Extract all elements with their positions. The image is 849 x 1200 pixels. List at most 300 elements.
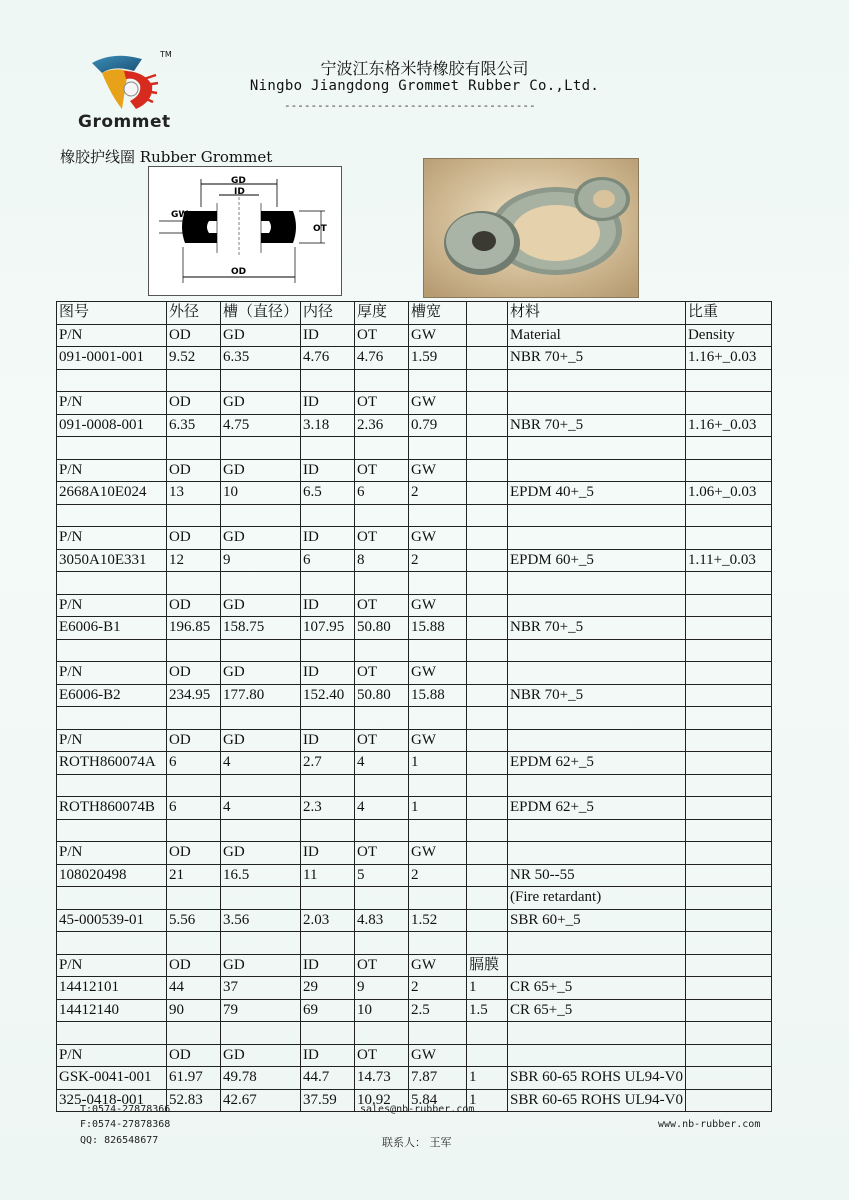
table-cell [355, 932, 409, 955]
grommet-cross-section-drawing [148, 166, 342, 296]
table-cell: 234.95 [167, 684, 221, 707]
table-row [57, 527, 772, 550]
section-title: 橡胶护线圈 Rubber Grommet [60, 148, 273, 166]
table-cell [167, 504, 221, 527]
table-cell [467, 774, 508, 797]
table-cell: 091-0008-001 [57, 414, 167, 437]
gd-label: GD [231, 176, 246, 186]
table-cell: P/N [57, 594, 167, 617]
table-cell [221, 774, 301, 797]
table-cell [355, 887, 409, 910]
table-cell: 108020498 [57, 864, 167, 887]
table-row [57, 369, 772, 392]
table-cell: GD [221, 527, 301, 550]
table-cell: 1.52 [409, 909, 467, 932]
table-cell: OD [167, 662, 221, 685]
table-cell [685, 1089, 771, 1112]
table-row [57, 797, 772, 820]
table-cell: NBR 70+_5 [508, 347, 686, 370]
trademark-mark: TM [160, 50, 172, 59]
table-cell: ID [301, 729, 355, 752]
table-cell [508, 437, 686, 460]
table-cell: OT [355, 324, 409, 347]
table-cell: GW [409, 459, 467, 482]
table-cell: 1.16+_0.03 [685, 414, 771, 437]
table-cell: 13 [167, 482, 221, 505]
table-cell [508, 954, 686, 977]
table-cell: NBR 70+_5 [508, 617, 686, 640]
table-cell [301, 369, 355, 392]
table-cell: OD [167, 392, 221, 415]
table-cell [508, 819, 686, 842]
table-cell: 90 [167, 999, 221, 1022]
id-label: ID [234, 187, 245, 197]
table-cell: 1.16+_0.03 [685, 347, 771, 370]
table-cell [57, 887, 167, 910]
table-cell: 2.3 [301, 797, 355, 820]
table-cell [221, 504, 301, 527]
table-cell: 69 [301, 999, 355, 1022]
table-cell: OT [355, 594, 409, 617]
table-cell [685, 594, 771, 617]
table-row [57, 324, 772, 347]
table-cell: 12 [167, 549, 221, 572]
table-cell: 29 [301, 977, 355, 1000]
table-cell: NR 50--55 [508, 864, 686, 887]
table-cell [301, 1022, 355, 1045]
table-cell: GW [409, 954, 467, 977]
table-row [57, 392, 772, 415]
table-cell [467, 549, 508, 572]
table-cell: GD [221, 954, 301, 977]
table-cell [685, 392, 771, 415]
table-cell [409, 437, 467, 460]
table-cell [685, 1067, 771, 1090]
gw-label: GW [171, 210, 189, 220]
footer-email[interactable]: sales@nb-rubber.com [360, 1104, 475, 1115]
table-cell: GD [221, 459, 301, 482]
table-cell: 1.06+_0.03 [685, 482, 771, 505]
table-cell: 3.56 [221, 909, 301, 932]
table-cell [355, 639, 409, 662]
table-cell: P/N [57, 1044, 167, 1067]
table-cell [167, 887, 221, 910]
table-cell: 0.79 [409, 414, 467, 437]
table-cell: 1 [467, 977, 508, 1000]
table-cell: 1 [467, 1067, 508, 1090]
table-row [57, 302, 772, 325]
table-cell [508, 504, 686, 527]
table-row [57, 729, 772, 752]
table-cell [467, 594, 508, 617]
table-cell: ID [301, 459, 355, 482]
table-cell [685, 752, 771, 775]
table-cell: GD [221, 324, 301, 347]
table-cell [467, 819, 508, 842]
table-cell [221, 437, 301, 460]
table-cell [467, 324, 508, 347]
table-cell [685, 774, 771, 797]
table-cell: 1.59 [409, 347, 467, 370]
table-cell [508, 369, 686, 392]
table-row [57, 504, 772, 527]
table-cell [508, 459, 686, 482]
table-cell: 10 [221, 482, 301, 505]
table-cell: ID [301, 1044, 355, 1067]
footer-website[interactable]: www.nb-rubber.com [658, 1119, 761, 1130]
table-cell [467, 909, 508, 932]
table-cell: GW [409, 527, 467, 550]
table-cell: OD [167, 729, 221, 752]
table-cell [221, 707, 301, 730]
table-cell [409, 819, 467, 842]
table-cell: 44 [167, 977, 221, 1000]
table-cell [167, 369, 221, 392]
table-cell: GSK-0041-001 [57, 1067, 167, 1090]
table-cell: 9.52 [167, 347, 221, 370]
table-cell: OT [355, 459, 409, 482]
table-cell: ROTH860074B [57, 797, 167, 820]
table-cell: 2.7 [301, 752, 355, 775]
table-cell [409, 774, 467, 797]
table-cell [685, 369, 771, 392]
table-cell: 8 [355, 549, 409, 572]
table-cell [301, 572, 355, 595]
table-cell: NBR 70+_5 [508, 414, 686, 437]
table-cell: 11 [301, 864, 355, 887]
table-cell: 6.35 [221, 347, 301, 370]
table-cell [301, 437, 355, 460]
table-cell: P/N [57, 527, 167, 550]
table-cell [167, 572, 221, 595]
table-cell: 14412101 [57, 977, 167, 1000]
table-cell: ID [301, 594, 355, 617]
table-cell [467, 729, 508, 752]
table-cell: EPDM 62+_5 [508, 797, 686, 820]
table-cell [685, 887, 771, 910]
table-cell: 图号 [57, 302, 167, 325]
table-row [57, 1022, 772, 1045]
table-cell [685, 977, 771, 1000]
table-cell: 槽宽 [409, 302, 467, 325]
table-cell: Density [685, 324, 771, 347]
table-cell [355, 1022, 409, 1045]
table-cell: E6006-B1 [57, 617, 167, 640]
table-cell: 10 [355, 999, 409, 1022]
table-cell: ID [301, 392, 355, 415]
table-cell: GW [409, 324, 467, 347]
table-cell [167, 819, 221, 842]
table-cell [167, 639, 221, 662]
ot-label: OT [313, 224, 327, 234]
table-cell: 42.67 [221, 1089, 301, 1112]
table-cell: 材料 [508, 302, 686, 325]
table-row [57, 639, 772, 662]
table-cell: 50.80 [355, 684, 409, 707]
footer-qq: QQ: 826548677 [80, 1135, 159, 1146]
table-cell [508, 774, 686, 797]
table-cell: 177.80 [221, 684, 301, 707]
table-cell: OD [167, 324, 221, 347]
table-cell [301, 639, 355, 662]
table-cell [467, 797, 508, 820]
table-cell: EPDM 62+_5 [508, 752, 686, 775]
table-cell: 196.85 [167, 617, 221, 640]
table-cell [409, 707, 467, 730]
table-cell: GW [409, 842, 467, 865]
table-cell [409, 932, 467, 955]
table-cell: 外径 [167, 302, 221, 325]
table-cell [508, 1044, 686, 1067]
table-row [57, 549, 772, 572]
table-cell: 2.36 [355, 414, 409, 437]
table-cell: 15.88 [409, 617, 467, 640]
table-cell: GD [221, 594, 301, 617]
table-cell [355, 504, 409, 527]
table-cell: GD [221, 1044, 301, 1067]
table-row [57, 977, 772, 1000]
table-cell: OT [355, 842, 409, 865]
table-cell [685, 729, 771, 752]
table-row [57, 482, 772, 505]
table-cell [221, 639, 301, 662]
table-cell: 79 [221, 999, 301, 1022]
table-cell: OT [355, 527, 409, 550]
table-cell: 9 [355, 977, 409, 1000]
table-cell [508, 707, 686, 730]
table-cell: 50.80 [355, 617, 409, 640]
table-cell: 152.40 [301, 684, 355, 707]
table-cell [685, 1044, 771, 1067]
table-cell: 2.5 [409, 999, 467, 1022]
table-cell [685, 572, 771, 595]
table-cell [221, 369, 301, 392]
table-cell [467, 617, 508, 640]
table-cell: EPDM 40+_5 [508, 482, 686, 505]
table-cell: 49.78 [221, 1067, 301, 1090]
table-cell: 1 [409, 797, 467, 820]
table-row [57, 662, 772, 685]
table-cell: OD [167, 459, 221, 482]
table-cell: 1.5 [467, 999, 508, 1022]
table-cell [467, 437, 508, 460]
table-cell [409, 639, 467, 662]
table-row [57, 1067, 772, 1090]
table-cell [167, 1022, 221, 1045]
table-cell: OT [355, 392, 409, 415]
table-row [57, 594, 772, 617]
table-cell [301, 932, 355, 955]
table-cell [221, 932, 301, 955]
grommet-product-photo [423, 158, 639, 298]
table-row [57, 774, 772, 797]
table-cell [467, 392, 508, 415]
header-rule: -------------------------------------- [284, 99, 536, 112]
table-cell: 61.97 [167, 1067, 221, 1090]
table-cell [508, 527, 686, 550]
table-row [57, 887, 772, 910]
table-cell [685, 1022, 771, 1045]
table-row [57, 999, 772, 1022]
table-cell [467, 459, 508, 482]
table-cell: P/N [57, 662, 167, 685]
table-cell [355, 819, 409, 842]
table-cell [221, 887, 301, 910]
table-cell: OT [355, 662, 409, 685]
table-cell: CR 65+_5 [508, 999, 686, 1022]
table-cell: 37.59 [301, 1089, 355, 1112]
table-row [57, 572, 772, 595]
table-row [57, 617, 772, 640]
table-cell [467, 639, 508, 662]
table-cell [508, 932, 686, 955]
table-cell: EPDM 60+_5 [508, 549, 686, 572]
table-cell: (Fire retardant) [508, 887, 686, 910]
table-cell: P/N [57, 954, 167, 977]
table-cell [57, 572, 167, 595]
table-cell: E6006-B2 [57, 684, 167, 707]
brand-name: Grommet [78, 112, 171, 132]
table-cell: 4.76 [355, 347, 409, 370]
grommet-spec-table [56, 301, 772, 1112]
table-cell: 4 [221, 797, 301, 820]
table-cell [57, 437, 167, 460]
table-cell [409, 1022, 467, 1045]
table-cell [301, 504, 355, 527]
table-cell: 4.76 [301, 347, 355, 370]
table-cell [467, 684, 508, 707]
table-row [57, 954, 772, 977]
table-cell: Material [508, 324, 686, 347]
table-cell: NBR 70+_5 [508, 684, 686, 707]
table-row [57, 842, 772, 865]
table-cell [301, 774, 355, 797]
table-cell: ID [301, 324, 355, 347]
table-cell [467, 662, 508, 685]
od-label: OD [231, 267, 247, 277]
table-cell [685, 864, 771, 887]
table-cell [508, 639, 686, 662]
table-cell [685, 954, 771, 977]
table-cell: P/N [57, 324, 167, 347]
table-cell [685, 684, 771, 707]
table-cell: OD [167, 954, 221, 977]
table-cell [508, 392, 686, 415]
table-cell: 325-0418-001 [57, 1089, 167, 1112]
table-row [57, 1044, 772, 1067]
table-cell: 107.95 [301, 617, 355, 640]
table-cell: 14.73 [355, 1067, 409, 1090]
table-cell [467, 369, 508, 392]
table-cell [167, 437, 221, 460]
table-cell: ID [301, 954, 355, 977]
table-cell: 45-000539-01 [57, 909, 167, 932]
table-cell [301, 819, 355, 842]
table-cell [467, 1044, 508, 1067]
table-row [57, 459, 772, 482]
table-cell [685, 909, 771, 932]
table-cell [685, 707, 771, 730]
table-cell: GD [221, 392, 301, 415]
table-cell [685, 932, 771, 955]
table-cell [467, 707, 508, 730]
table-cell: 2.03 [301, 909, 355, 932]
table-cell: 10.92 [355, 1089, 409, 1112]
table-cell: GD [221, 729, 301, 752]
table-row [57, 437, 772, 460]
table-cell [508, 842, 686, 865]
table-cell: 6 [301, 549, 355, 572]
table-cell: 6 [355, 482, 409, 505]
table-cell: 15.88 [409, 684, 467, 707]
table-cell [221, 572, 301, 595]
table-cell: 2 [409, 977, 467, 1000]
table-cell [57, 1022, 167, 1045]
table-cell: 16.5 [221, 864, 301, 887]
table-cell [508, 594, 686, 617]
table-row [57, 932, 772, 955]
table-cell: 14412140 [57, 999, 167, 1022]
table-cell: 3.18 [301, 414, 355, 437]
table-cell: 内径 [301, 302, 355, 325]
table-cell [301, 887, 355, 910]
table-cell: 2 [409, 482, 467, 505]
table-cell: 6 [167, 752, 221, 775]
table-row [57, 819, 772, 842]
table-cell: 6.35 [167, 414, 221, 437]
table-cell: 膈膜 [467, 954, 508, 977]
table-cell [467, 302, 508, 325]
table-cell [409, 887, 467, 910]
table-cell: ID [301, 662, 355, 685]
table-cell: 21 [167, 864, 221, 887]
table-cell: 1.11+_0.03 [685, 549, 771, 572]
table-cell [467, 347, 508, 370]
table-cell: 44.7 [301, 1067, 355, 1090]
table-cell: SBR 60+_5 [508, 909, 686, 932]
table-cell: OD [167, 594, 221, 617]
table-cell [685, 842, 771, 865]
table-cell [409, 572, 467, 595]
table-cell: 槽（直径） [221, 302, 301, 325]
table-cell: GD [221, 842, 301, 865]
table-cell: P/N [57, 729, 167, 752]
table-cell [467, 864, 508, 887]
table-cell: 7.87 [409, 1067, 467, 1090]
footer-tel: T:0574-27878366 [80, 1104, 171, 1115]
table-cell [685, 639, 771, 662]
table-cell [685, 617, 771, 640]
table-cell [467, 1022, 508, 1045]
footer-contact: 联系人： 王军 [382, 1136, 452, 1149]
table-cell: 4 [355, 797, 409, 820]
table-cell: 比重 [685, 302, 771, 325]
company-name-en: Ningbo Jiangdong Grommet Rubber Co.,Ltd. [249, 78, 600, 94]
table-cell: 5.84 [409, 1089, 467, 1112]
table-cell: P/N [57, 459, 167, 482]
table-cell: 52.83 [167, 1089, 221, 1112]
table-cell [301, 707, 355, 730]
table-cell [355, 437, 409, 460]
table-cell: 2668A10E024 [57, 482, 167, 505]
table-row [57, 414, 772, 437]
table-row [57, 864, 772, 887]
table-row [57, 347, 772, 370]
table-cell [57, 932, 167, 955]
table-cell [409, 369, 467, 392]
table-row [57, 707, 772, 730]
table-cell [467, 527, 508, 550]
